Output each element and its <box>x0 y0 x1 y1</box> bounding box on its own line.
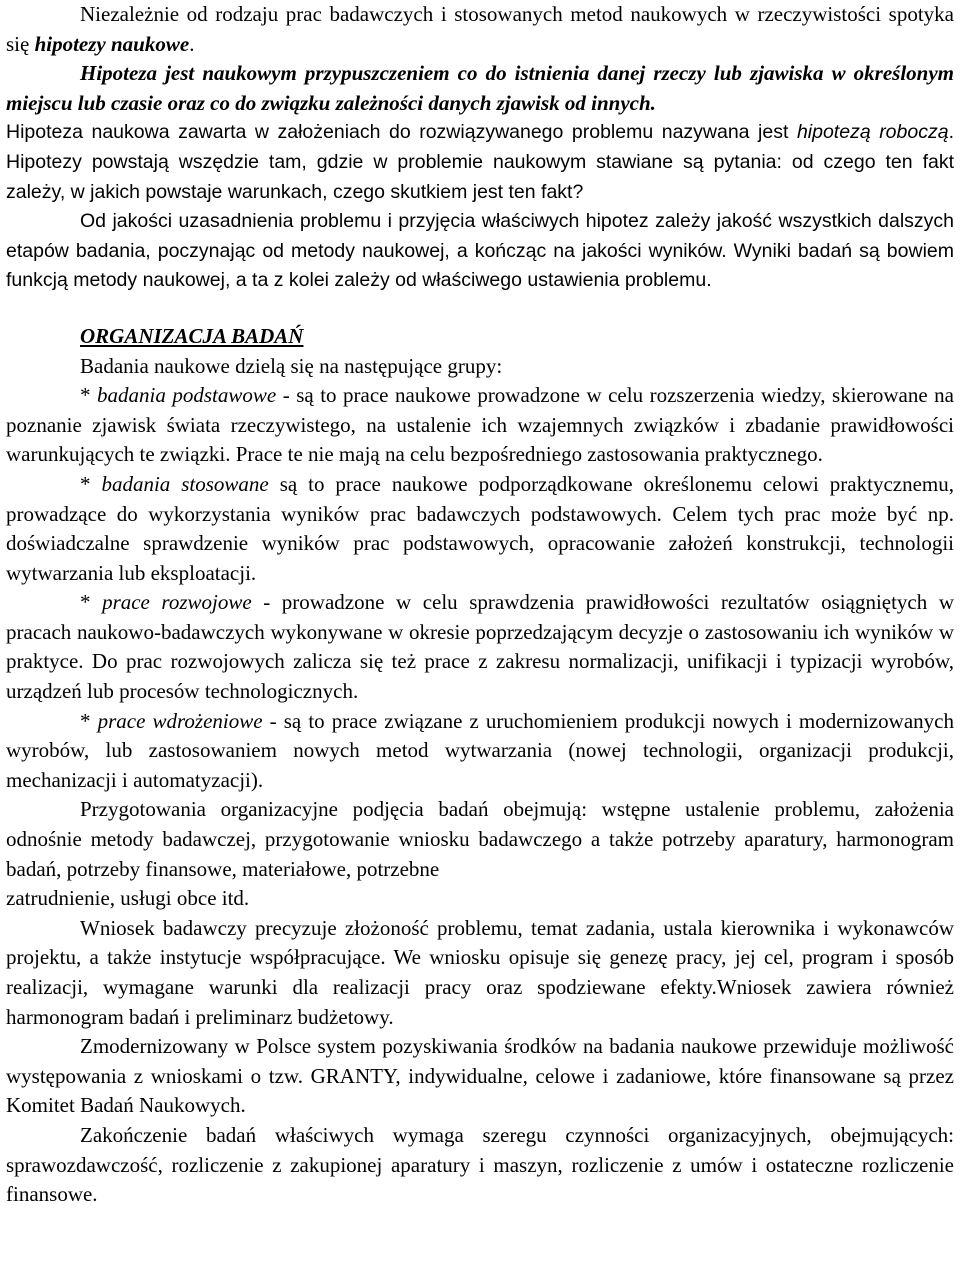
bullet-marker: * <box>80 590 103 615</box>
emphasis-term: hipotezą roboczą <box>796 121 949 144</box>
paragraph-text: Od jakości uzasadnienia problemu i przyjęcia właściwych hipotez zależy jakość wszystkich dalszych etapów badania, poczynając od metody naukowej, a kończąc na jakości wyników. Wyniki badań są bowiem funkcją metody naukowej, a ta z kolei zależy od właściwego ustawienia problemu. <box>6 210 954 292</box>
list-item-term: badania stosowane <box>101 471 269 496</box>
paragraph-working-hypothesis <box>6 118 954 207</box>
list-item <box>6 707 954 796</box>
paragraph-preparations-continued <box>6 884 954 914</box>
list-item-term: prace rozwojowe <box>102 590 252 615</box>
paragraph-text: Wniosek badawczy precyzuje złożoność problemu, temat zadania, ustala kierownika i wykonawców projektu, a także instytucje współpracujące. We wniosku opisuje się genezę pracy, jej cel, program i sposób realizacji, wymagane warunki dla realizacji pracy oraz spodziewane efekty.Wniosek zawiera również harmonogram badań i preliminarz budżetowy. <box>6 915 954 1029</box>
paragraph-groups-intro <box>6 352 954 382</box>
paragraph-text: Zmodernizowany w Polsce system pozyskiwania środków na badania naukowe przewiduje możliwość występowania z wnioskami o tzw. GRANTY, indywidualne, celowe i zadaniowe, które finansowane są przez Komitet Badań Naukowych. <box>6 1034 954 1118</box>
bullet-marker: * <box>80 471 102 496</box>
list-item-term: prace wdrożeniowe <box>97 708 263 733</box>
paragraph-text: Przygotowania organizacyjne podjęcia badań obejmują: wstępne ustalenie problemu, założenia odnośnie metody badawczej, przygotowanie wniosku badawczego a także potrzeby aparatury, harmonogram badań, potrzeby finansowe, materiałowe, potrzebne <box>6 797 954 881</box>
spacer <box>6 296 954 322</box>
emphasis-definition: Hipoteza jest naukowym przypuszczeniem co do istnienia danej rzeczy lub zjawiska w określonym miejscu lub czasie oraz co do związku zależności danych zjawisk od innych. <box>6 61 954 115</box>
paragraph-text: Zakończenie badań właściwych wymaga szeregu czynności organizacyjnych, obejmujących: sprawozdawczość, rozliczenie z zakupionej aparatury i maszyn, rozliczenie z umów i ostateczne rozliczenie finansowe. <box>6 1122 954 1207</box>
section-heading <box>6 322 954 352</box>
paragraph-hypothesis-definition <box>6 59 954 118</box>
paragraph-text: . Hipotezy powstają wszędzie tam, gdzie w problemie naukowym stawiane są pytania: od czego ten fakt zależy, w jakich powstaje warunkach, czego skutkiem jest ten fakt? <box>6 121 954 203</box>
list-item-term: badania podstawowe <box>97 383 277 408</box>
bullet-marker: * <box>80 708 98 733</box>
paragraph-quality <box>6 207 954 296</box>
list-item <box>6 588 954 706</box>
emphasis-term: hipotezy naukowe <box>34 31 190 56</box>
bullet-marker: * <box>80 383 98 408</box>
heading-text: ORGANIZACJA BADAŃ <box>80 323 304 348</box>
paragraph-text: . <box>189 31 195 56</box>
paragraph-text: Hipoteza naukowa zawarta w założeniach do rozwiązywanego problemu nazywana jest <box>6 121 797 144</box>
list-item <box>6 381 954 470</box>
list-item-text: - są to prace związane z uruchomieniem produkcji nowych i modernizowanych wyrobów, lub zastosowaniem nowych metod wytwarzania (nowej technologii, organizacji produkcji, mechanizacji i automatyzacji). <box>6 708 954 792</box>
paragraph-preparations <box>6 795 954 884</box>
paragraph-grants <box>6 1032 954 1121</box>
list-item-text: - prowadzone w celu sprawdzenia prawidłowości rezultatów osiągniętych w pracach naukowo-badawczych wykonywane w okresie poprzedzającym decyzje o zastosowaniu ich wyników w praktyce. Do prac rozwojowych zalicza się też prace z zakresu normalizacji, unifikacji i typizacji wyrobów, urządzeń lub procesów technologicznych. <box>6 590 954 704</box>
list-item <box>6 470 954 588</box>
paragraph-completion <box>6 1121 954 1210</box>
list-item-text: są to prace naukowe podporządkowane określonemu celowi praktycznemu, prowadzące do wykorzystania wyników prac badawczych podstawowych. Celem tych prac może być np. doświadczalne sprawdzenie wyników prac podstawowych, opracowanie założeń konstrukcji, technologii wytwarzania lub eksploatacji. <box>6 471 955 585</box>
paragraph-text: zatrudnienie, usługi obce itd. <box>6 886 250 911</box>
paragraph-text: Badania naukowe dzielą się na następujące grupy: <box>80 353 503 378</box>
list-item-text: - są to prace naukowe prowadzone w celu rozszerzenia wiedzy, skierowane na poznanie zjawisk świata rzeczywistego, na ustalenie ich wzajemnych związków i zbadanie prawidłowości warunkujących te związki. Prace te nie mają na celu bezpośredniego zastosowania praktycznego. <box>6 383 954 467</box>
paragraph-text: Niezależnie od rodzaju prac badawczych i stosowanych metod naukowych w rzeczywistości spotyka się <box>6 2 954 56</box>
paragraph-research-application <box>6 914 954 1032</box>
paragraph-intro <box>6 0 954 59</box>
